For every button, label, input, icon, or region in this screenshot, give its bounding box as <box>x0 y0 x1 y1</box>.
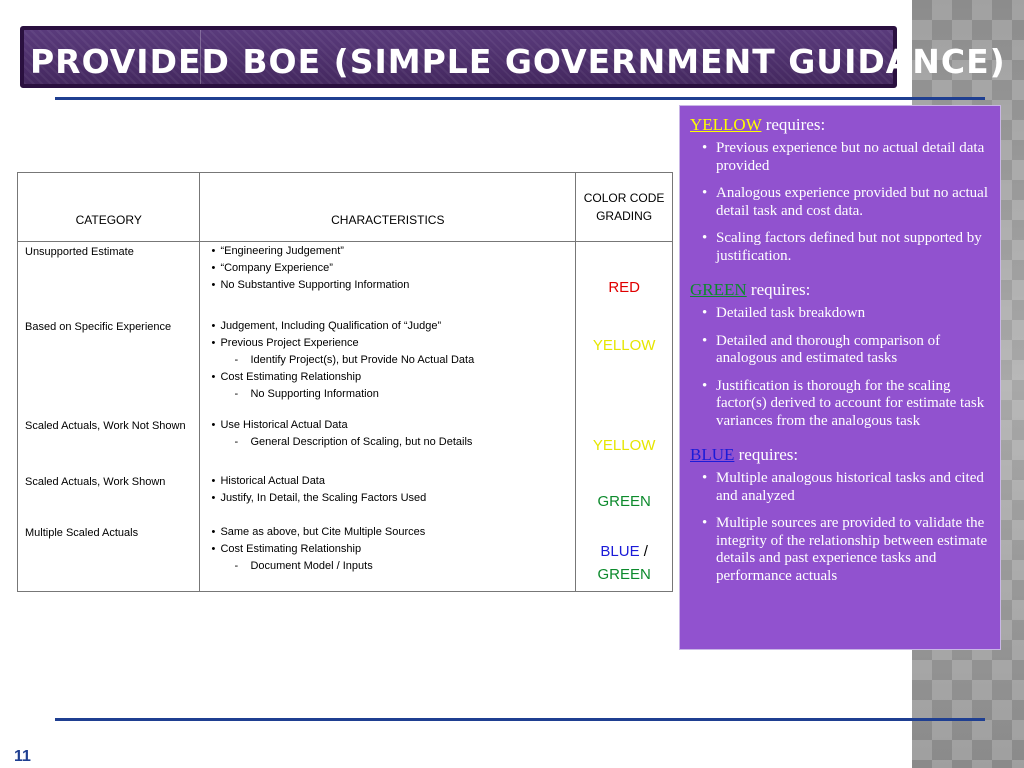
characteristic-item <box>206 243 572 260</box>
bullet-icon: • <box>211 245 216 257</box>
requirement-text: Scaling factors defined but not supported by justification. <box>716 230 982 264</box>
requirement-item <box>690 470 990 505</box>
category-scaled-shown: Scaled Actuals, Work Shown <box>25 476 166 488</box>
bullet-icon: • <box>211 543 216 555</box>
category-column <box>18 242 200 592</box>
header-category: CATEGORY <box>18 173 200 242</box>
characteristic-text: Previous Project Experience <box>220 337 359 349</box>
bullet-icon: • <box>702 470 708 486</box>
bullet-icon: • <box>702 332 708 349</box>
characteristics-group <box>206 524 572 575</box>
grading-column <box>576 242 673 592</box>
title-bar <box>20 26 1006 88</box>
characteristics-group <box>206 473 572 507</box>
bullet-icon: • <box>702 377 708 394</box>
top-rule <box>55 97 985 100</box>
grade-blue-green <box>576 540 672 586</box>
green-list <box>690 305 990 430</box>
characteristic-subitem <box>206 352 572 369</box>
characteristic-text: Justify, In Detail, the Scaling Factors Used <box>220 492 427 504</box>
requirement-item <box>690 515 990 585</box>
characteristic-text: “Engineering Judgement” <box>220 245 344 257</box>
grade-separator: / <box>639 543 648 560</box>
characteristic-text: No Substantive Supporting Information <box>220 279 410 291</box>
requirement-item <box>690 378 990 431</box>
requirement-item <box>690 333 990 368</box>
category-scaled-not-shown: Scaled Actuals, Work Not Shown <box>25 420 186 432</box>
bullet-icon: • <box>211 279 216 291</box>
grade-blue-text: BLUE <box>600 543 640 560</box>
characteristic-text: Historical Actual Data <box>220 475 325 487</box>
header-grading-line2: GRADING <box>596 209 653 223</box>
bullet-icon: • <box>702 230 708 246</box>
yellow-heading <box>690 114 990 136</box>
requirement-text: Multiple analogous historical tasks and cited and analyzed <box>716 470 984 504</box>
requirement-text: Detailed task breakdown <box>716 305 866 321</box>
blue-section <box>690 444 990 585</box>
blue-suffix: requires: <box>734 445 799 464</box>
requirement-item <box>690 185 990 220</box>
bullet-icon: • <box>211 337 216 349</box>
blue-list <box>690 470 990 585</box>
header-grading <box>576 173 673 242</box>
header-characteristics: CHARACTERISTICS <box>200 173 576 242</box>
green-keyword: GREEN <box>690 280 747 299</box>
characteristic-item <box>206 490 572 507</box>
grade-yellow: YELLOW <box>592 437 656 454</box>
dash-icon: - <box>234 388 239 400</box>
bullet-icon: • <box>211 419 216 431</box>
characteristic-subitem <box>206 386 572 403</box>
characteristic-item <box>206 541 572 558</box>
category-specific-experience: Based on Specific Experience <box>25 321 172 333</box>
requirement-text: Detailed and thorough comparison of analogous and estimated tasks <box>716 332 941 366</box>
characteristic-text: Cost Estimating Relationship <box>220 543 362 555</box>
requirements-panel <box>679 105 1001 650</box>
requirement-text: Analogous experience provided but no actual detail task and cost data. <box>716 185 988 219</box>
yellow-suffix: requires: <box>761 115 826 134</box>
bottom-rule <box>55 718 985 721</box>
characteristic-item <box>206 335 572 352</box>
table-header-row <box>18 173 673 242</box>
characteristic-text: Document Model / Inputs <box>250 560 373 572</box>
bullet-icon: • <box>702 515 708 531</box>
characteristics-column <box>200 242 576 592</box>
characteristic-subitem <box>206 434 572 451</box>
bullet-icon: • <box>702 305 708 321</box>
characteristic-item <box>206 417 572 434</box>
category-unsupported-estimate: Unsupported Estimate <box>25 246 134 258</box>
characteristic-item <box>206 473 572 490</box>
bullet-icon: • <box>211 320 216 332</box>
characteristic-text: Cost Estimating Relationship <box>220 371 362 383</box>
characteristic-text: Judgement, Including Qualification of “Judge” <box>220 320 442 332</box>
requirement-item <box>690 305 990 323</box>
grade-green: GREEN <box>597 493 651 510</box>
requirement-item <box>690 140 990 175</box>
requirement-text: Multiple sources are provided to validate the integrity of the relationship between estimate details and past experience tasks and performance actuals <box>716 515 988 584</box>
green-heading <box>690 279 990 301</box>
bullet-icon: • <box>211 492 216 504</box>
requirement-text: Previous experience but no actual detail data provided <box>716 140 985 174</box>
grade-green-text: GREEN <box>597 566 651 583</box>
yellow-section <box>690 114 990 265</box>
characteristic-item <box>206 260 572 277</box>
green-section <box>690 279 990 430</box>
boe-table <box>17 172 673 592</box>
category-multiple-scaled: Multiple Scaled Actuals <box>25 527 139 539</box>
characteristic-text: General Description of Scaling, but no Details <box>250 436 473 448</box>
table-body-row <box>18 242 673 592</box>
characteristic-item <box>206 318 572 335</box>
page-number: 11 <box>14 748 31 765</box>
bullet-icon: • <box>211 475 216 487</box>
bullet-icon: • <box>211 371 216 383</box>
characteristic-text: Identify Project(s), but Provide No Actual Data <box>250 354 475 366</box>
yellow-keyword: YELLOW <box>690 115 762 134</box>
grade-red: RED <box>608 279 640 296</box>
bullet-icon: • <box>702 185 708 201</box>
dash-icon: - <box>234 436 239 448</box>
characteristic-text: Same as above, but Cite Multiple Sources <box>220 526 426 538</box>
characteristics-group <box>206 243 572 294</box>
characteristics-group <box>206 318 572 403</box>
blue-keyword: BLUE <box>690 445 735 464</box>
bullet-icon: • <box>211 526 216 538</box>
characteristic-text: No Supporting Information <box>250 388 379 400</box>
characteristics-group <box>206 417 572 451</box>
dash-icon: - <box>234 354 239 366</box>
header-grading-line1: COLOR CODE <box>583 191 665 205</box>
characteristic-item <box>206 524 572 541</box>
characteristic-item <box>206 369 572 386</box>
slide-title: PROVIDED BOE (SIMPLE GOVERNMENT GUIDANCE) <box>30 42 1006 81</box>
characteristic-text: “Company Experience” <box>220 262 333 274</box>
blue-heading <box>690 444 990 466</box>
grade-yellow: YELLOW <box>592 337 656 354</box>
bullet-icon: • <box>211 262 216 274</box>
dash-icon: - <box>234 560 239 572</box>
characteristic-subitem <box>206 558 572 575</box>
characteristic-text: Use Historical Actual Data <box>220 419 348 431</box>
requirement-text: Justification is thorough for the scaling factor(s) derived to account for estimate task variances from the analogous task <box>716 377 985 429</box>
characteristic-item <box>206 277 572 294</box>
green-suffix: requires: <box>746 280 811 299</box>
yellow-list <box>690 140 990 265</box>
requirement-item <box>690 230 990 265</box>
bullet-icon: • <box>702 140 708 156</box>
